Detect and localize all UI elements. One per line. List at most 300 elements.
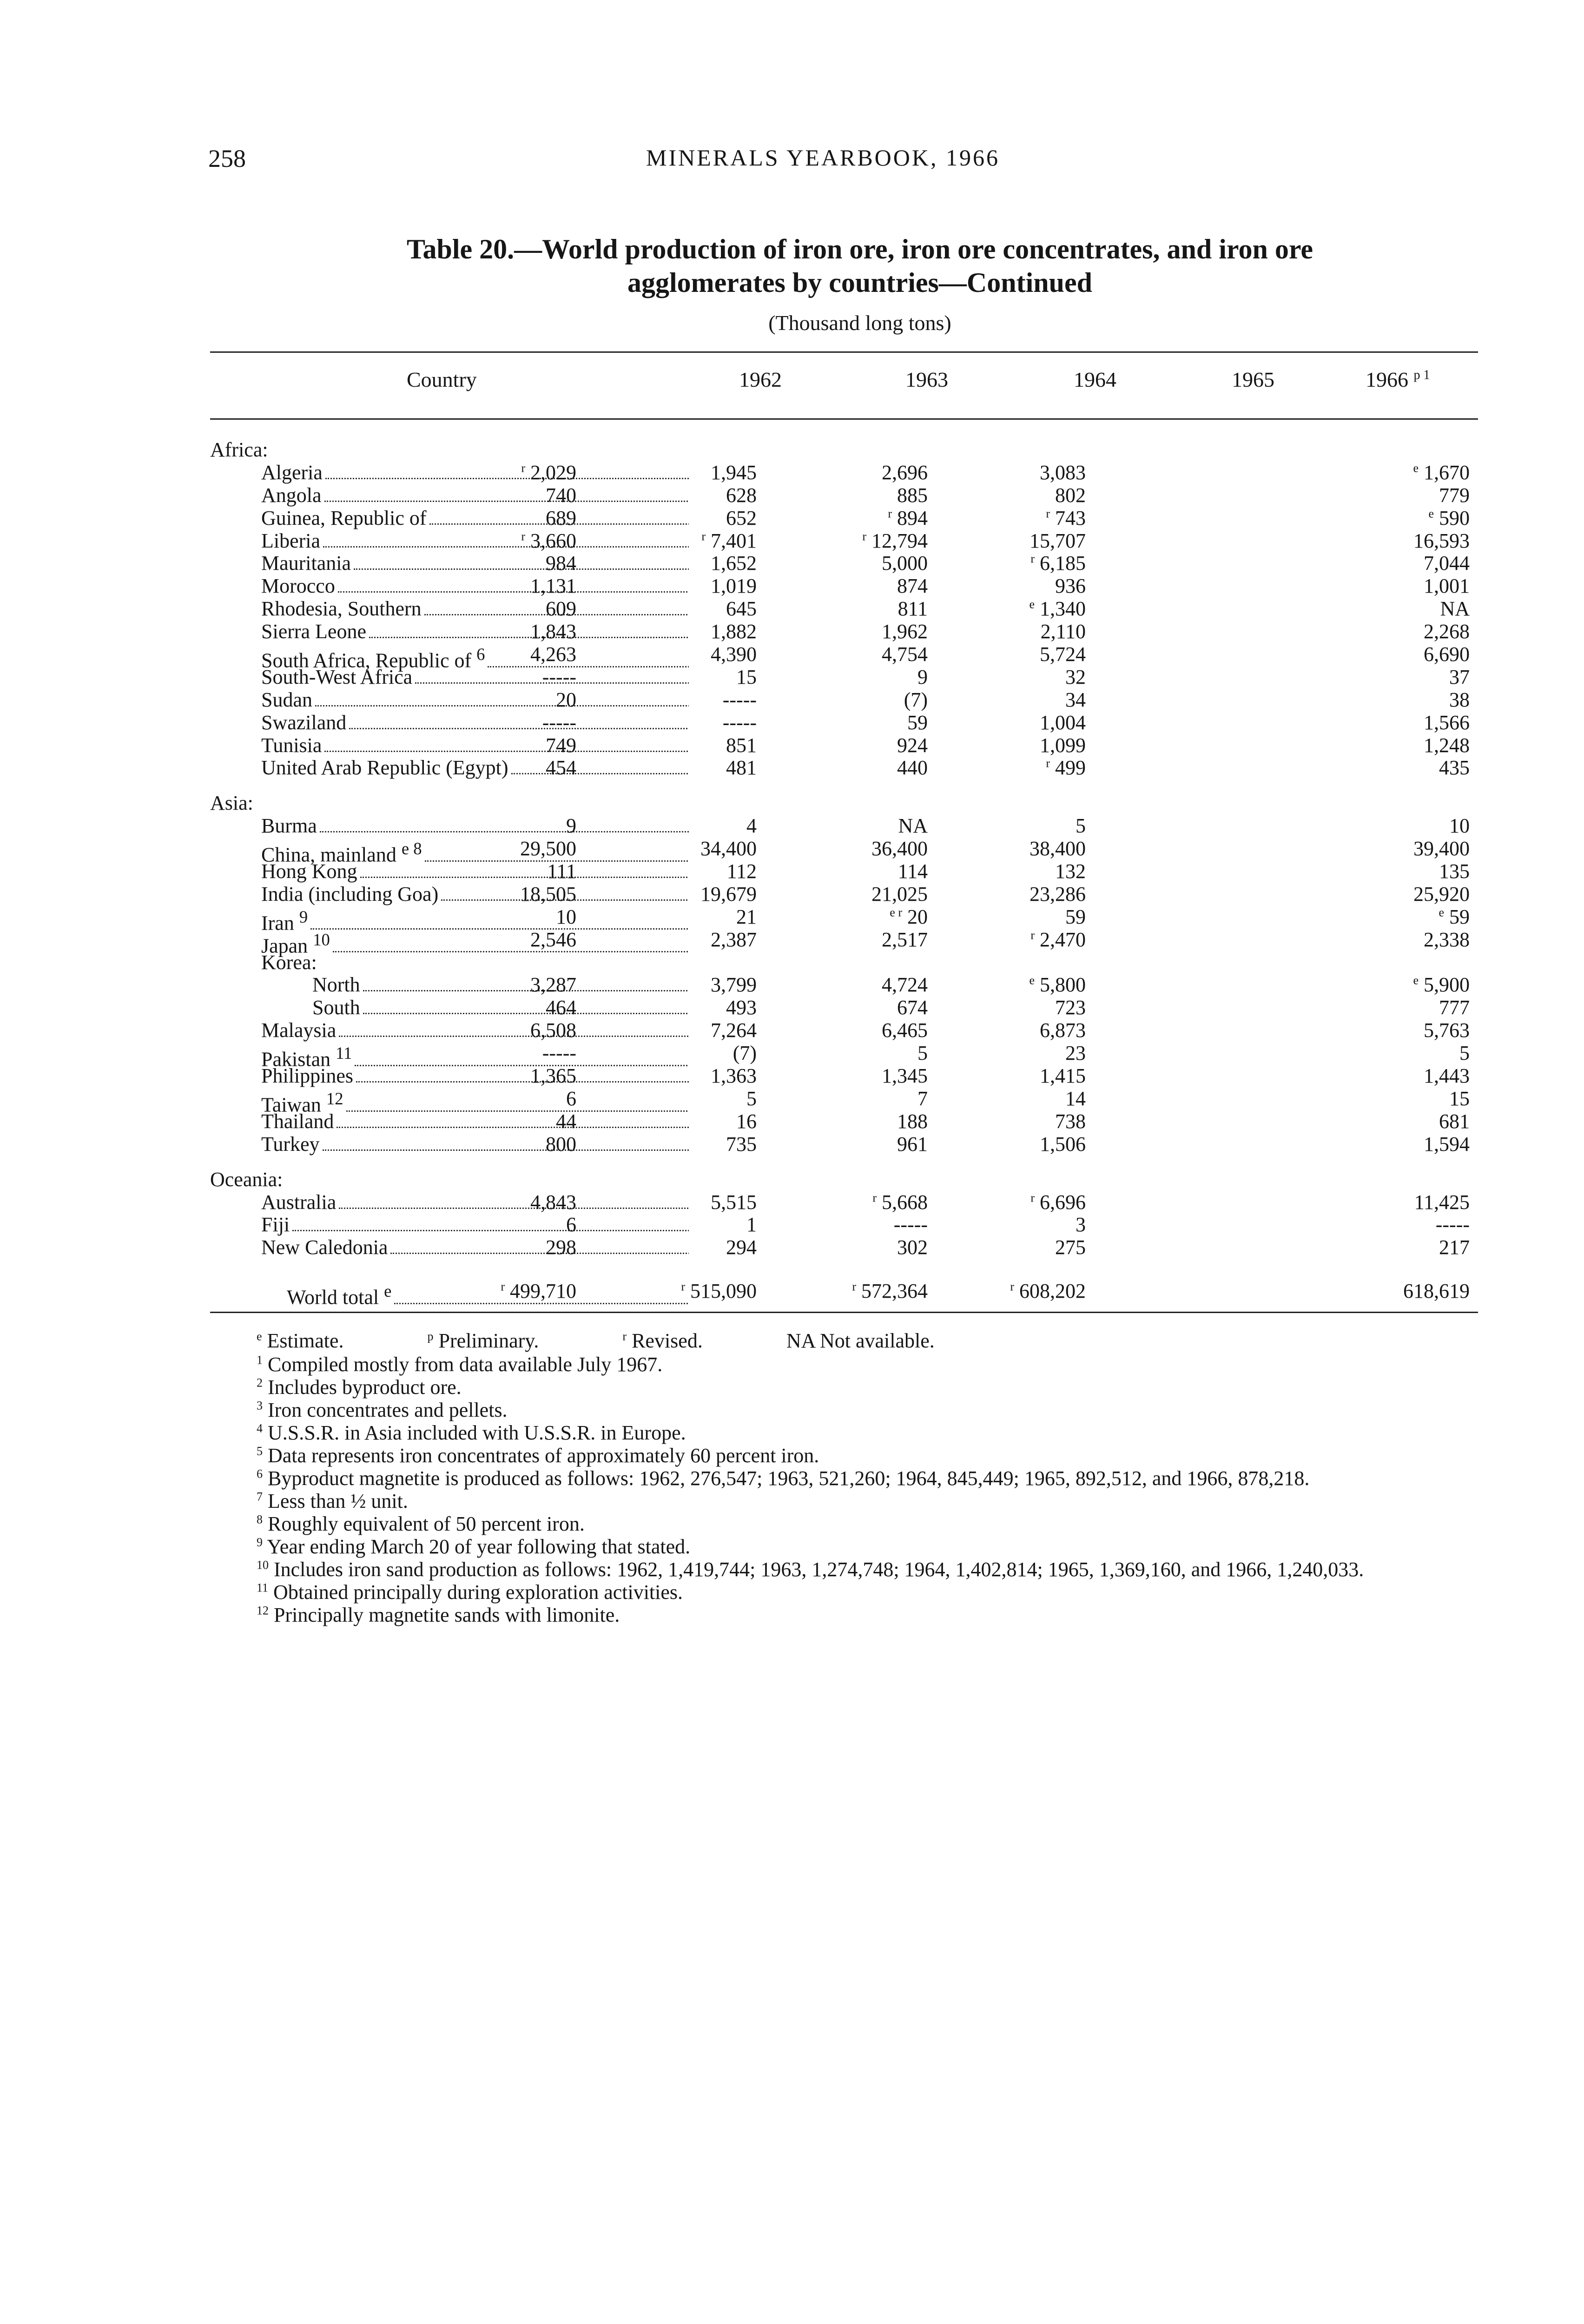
value-text: 59: [1449, 905, 1470, 928]
leader-dots: [324, 746, 689, 752]
value-text: 10: [556, 905, 576, 928]
footnote-legend: [257, 1329, 1478, 1352]
value-1962: [556, 906, 576, 929]
value-1966: [1449, 666, 1470, 689]
column-header-1966: [1366, 367, 1430, 392]
footnote-text: Obtained principally during exploration activities.: [273, 1581, 683, 1604]
value-text: 1,962: [882, 620, 928, 643]
value-text: 2,696: [882, 461, 928, 484]
table-row: [210, 1019, 1478, 1042]
value-1964: [897, 997, 928, 1019]
value-1962: [546, 484, 576, 507]
country-cell: [261, 484, 689, 507]
column-header-1965: 1965: [1232, 368, 1274, 391]
value-1965: [1030, 552, 1086, 575]
country-cell: [261, 1110, 689, 1133]
value-1966: [1424, 929, 1470, 951]
value-flag: e: [1029, 973, 1035, 987]
value-1964: [871, 838, 928, 860]
table-top-rule: [210, 351, 1478, 353]
footnote-number: 11: [257, 1581, 269, 1595]
footnote-number: 3: [257, 1399, 263, 1413]
value-text: 1,001: [1424, 574, 1470, 598]
footnote-number: 10: [257, 1558, 269, 1572]
value-flag: e: [1413, 461, 1419, 475]
country-name: Swaziland: [261, 711, 347, 734]
value-text: 7: [917, 1087, 928, 1110]
value-text: 674: [897, 996, 928, 1019]
value-1963: [746, 1088, 757, 1110]
value-1963: [726, 507, 757, 530]
value-1965: [1065, 1088, 1086, 1110]
table-row: [210, 1236, 1478, 1259]
value-1966: [1424, 643, 1470, 666]
value-text: 3,083: [1040, 461, 1086, 484]
value-1964: [897, 575, 928, 598]
value-text: 2,517: [882, 928, 928, 951]
value-1962: [520, 838, 576, 860]
value-1962: [530, 643, 576, 666]
value-1965: [1010, 1280, 1086, 1303]
value-text: 4,754: [882, 643, 928, 666]
value-1964: [897, 757, 928, 779]
value-text: 21: [736, 905, 757, 928]
value-text: -----: [542, 1042, 576, 1065]
footnote-text: Year ending March 20 of year following that stated.: [267, 1535, 691, 1558]
value-text: 4: [746, 814, 757, 838]
value-flag: r: [1030, 928, 1035, 942]
country-cell: [261, 883, 689, 906]
table-row: [210, 552, 1478, 575]
value-1965: [1040, 734, 1086, 757]
value-flag: r: [521, 529, 525, 543]
leader-dots: [338, 587, 689, 593]
value-text: 5: [746, 1087, 757, 1110]
table-row: [210, 621, 1478, 643]
country-name: Rhodesia, Southern: [261, 598, 422, 621]
value-1965: [1055, 1110, 1086, 1133]
country-cell: [261, 507, 689, 530]
value-1963: [746, 815, 757, 838]
value-1963: [726, 734, 757, 757]
value-1963: [711, 462, 757, 484]
footnote-number: 2: [257, 1376, 263, 1390]
value-text: (7): [733, 1042, 757, 1065]
country-name: United Arab Republic (Egypt): [261, 757, 508, 779]
value-text: 9: [566, 814, 576, 838]
value-1962: [520, 883, 576, 906]
value-1965: [1041, 621, 1086, 643]
footnote: [210, 1490, 1478, 1512]
country-name: Sierra Leone: [261, 621, 366, 643]
column-header-1962: 1962: [739, 368, 782, 391]
value-1964: [882, 552, 928, 575]
value-text: -----: [542, 665, 576, 688]
value-text: 20: [556, 688, 576, 711]
table-row: [210, 928, 1478, 957]
country-name: South: [312, 997, 360, 1019]
country-cell: [261, 598, 689, 621]
country-name: Liberia: [261, 529, 321, 552]
value-1962: [530, 621, 576, 643]
value-1966: [1439, 906, 1470, 929]
footnote: [210, 1581, 1478, 1604]
footnotes: [210, 1329, 1478, 1626]
value-1966: [1439, 1236, 1470, 1259]
value-text: 1,882: [711, 620, 757, 643]
value-1965: [1030, 530, 1086, 553]
value-1963: [733, 1042, 757, 1065]
value-text: 12,794: [871, 529, 928, 552]
value-text: 515,090: [690, 1280, 757, 1303]
value-1962: [542, 1042, 576, 1065]
table-row: [210, 1042, 1478, 1071]
region-row: [210, 1169, 1478, 1191]
column-header-1964: 1964: [1074, 368, 1116, 391]
value-1966: [1413, 838, 1470, 860]
value-text: 454: [546, 756, 576, 779]
country-name: Hong Kong: [261, 860, 357, 883]
header-bottom-rule: [210, 418, 1478, 420]
value-text: 4,724: [882, 973, 928, 997]
table-row: [210, 815, 1478, 838]
leader-dots: [339, 1203, 689, 1209]
production-table: [210, 439, 1478, 1309]
table-row: [210, 462, 1478, 484]
value-flag: r: [1030, 552, 1035, 566]
value-text: (7): [904, 688, 928, 711]
value-text: 493: [726, 996, 757, 1019]
value-text: -----: [722, 688, 757, 711]
value-text: 4,843: [530, 1190, 576, 1214]
leader-dots: [292, 1225, 689, 1231]
value-1963: [726, 1236, 757, 1259]
country-name: Iran: [261, 911, 294, 935]
value-text: NA: [898, 814, 928, 838]
country-cell: [261, 1065, 689, 1088]
value-text: 3: [1076, 1213, 1086, 1236]
value-1966: [1424, 734, 1470, 757]
value-text: 38: [1449, 688, 1470, 711]
table-row: [210, 905, 1478, 935]
value-1965: [1055, 997, 1086, 1019]
value-1964: [897, 484, 928, 507]
value-text: 188: [897, 1109, 928, 1133]
running-title: MINERALS YEARBOOK, 1966: [646, 145, 1000, 171]
value-flag: e r: [890, 905, 902, 919]
value-1962: [546, 1133, 576, 1156]
footnote-text: Iron concentrates and pellets.: [268, 1399, 508, 1421]
value-text: 132: [1055, 860, 1086, 883]
value-text: 5: [1459, 1042, 1470, 1065]
value-text: 894: [897, 506, 928, 529]
value-text: 38,400: [1030, 837, 1086, 860]
value-1965: [1040, 462, 1086, 484]
region-row: [210, 439, 1478, 462]
value-text: -----: [1435, 1213, 1470, 1236]
country-name: Turkey: [261, 1133, 320, 1155]
value-1963: [727, 860, 757, 883]
country-name: China, mainland: [261, 843, 396, 866]
footnote-text: Roughly equivalent of 50 percent iron.: [268, 1512, 585, 1535]
table-row: [210, 530, 1478, 553]
country-cell: [261, 951, 689, 974]
country-cell: [261, 1019, 689, 1042]
value-1966: [1424, 575, 1470, 598]
legend-item: [622, 1329, 744, 1352]
value-text: NA: [1440, 597, 1470, 621]
value-text: 36,400: [871, 837, 928, 860]
value-1965: [1030, 1191, 1086, 1214]
value-1965: [1055, 575, 1086, 598]
value-text: 6,690: [1424, 643, 1470, 666]
value-1966: [1424, 1133, 1470, 1156]
value-text: 5,900: [1424, 973, 1470, 997]
country-name: Angola: [261, 484, 322, 507]
value-1966: [1439, 860, 1470, 883]
value-1965: [1029, 598, 1086, 621]
country-cell: [261, 621, 689, 643]
value-text: 16: [736, 1109, 757, 1133]
value-1964: [852, 1280, 928, 1303]
value-1966: [1424, 1019, 1470, 1042]
value-text: 15,707: [1030, 529, 1086, 552]
country-name: Mauritania: [261, 552, 351, 575]
value-1962: [556, 1110, 576, 1133]
value-1964: [917, 1042, 928, 1065]
leader-dots: [363, 985, 689, 991]
leader-dots: [349, 723, 689, 729]
value-text: 20: [907, 905, 928, 928]
value-1962: [566, 815, 576, 838]
legend-text: Estimate.: [267, 1329, 344, 1352]
value-1965: [1030, 883, 1086, 906]
value-1966: [1414, 1191, 1470, 1214]
value-text: 23,286: [1030, 882, 1086, 905]
value-text: 1,345: [882, 1064, 928, 1088]
value-text: 572,364: [861, 1280, 928, 1303]
value-text: 3,287: [530, 973, 576, 997]
footnote: [210, 1376, 1478, 1399]
value-text: 681: [1439, 1109, 1470, 1133]
value-1962: [542, 666, 576, 689]
value-1962: [501, 1280, 576, 1303]
value-text: 9: [917, 665, 928, 688]
value-text: 1,443: [1424, 1064, 1470, 1088]
country-cell: [261, 860, 689, 883]
value-1963: [711, 974, 757, 997]
value-text: 5,763: [1424, 1019, 1470, 1042]
legend-text: NA Not available.: [786, 1329, 935, 1352]
value-text: 800: [546, 1132, 576, 1155]
leader-dots: [315, 700, 689, 706]
value-1964: [897, 1133, 928, 1156]
footnote-text: U.S.S.R. in Asia included with U.S.S.R. in Europe.: [268, 1421, 686, 1444]
value-text: 44: [556, 1109, 576, 1133]
value-text: 10: [1449, 814, 1470, 838]
value-1963: [711, 1065, 757, 1088]
value-1963: [711, 1019, 757, 1042]
value-1966: [1424, 552, 1470, 575]
footnote-number: 5: [257, 1444, 263, 1458]
value-1963: [723, 689, 757, 712]
value-text: 11,425: [1414, 1190, 1470, 1214]
value-1965: [1076, 815, 1086, 838]
leader-dots: [325, 473, 689, 479]
leader-dots: [337, 1122, 689, 1128]
value-flag: r: [862, 529, 866, 543]
footnote-text: Includes iron sand production as follows: 1962, 1,419,744; 1963, 1,274,748; 1964, 1,402,814; 1965, 1,369,160, and 1966, 1,240,033.: [274, 1558, 1364, 1581]
value-1964: [882, 1065, 928, 1088]
country-cell: [261, 1133, 689, 1156]
country-name: Thailand: [261, 1110, 334, 1133]
value-text: 464: [546, 996, 576, 1019]
legend-text: Preliminary.: [438, 1329, 539, 1352]
country-name: Australia: [261, 1191, 337, 1214]
value-1964: [898, 815, 928, 838]
table-row: [210, 951, 1478, 974]
leader-dots: [511, 768, 689, 774]
table-row: [210, 598, 1478, 621]
leader-dots: [339, 1031, 689, 1037]
footnote: [210, 1444, 1478, 1467]
value-1964: [904, 689, 928, 712]
value-1962: [546, 1236, 576, 1259]
value-1962: [546, 552, 576, 575]
value-1962: [547, 860, 576, 883]
value-1966: [1449, 689, 1470, 712]
footnote-text: Principally magnetite sands with limonite.: [274, 1604, 620, 1626]
value-text: 5,515: [711, 1190, 757, 1214]
value-1963: [701, 530, 757, 553]
value-1964: [888, 507, 928, 530]
value-1964: [862, 530, 928, 553]
value-text: 2,470: [1040, 928, 1086, 951]
value-text: 740: [546, 483, 576, 507]
value-1963: [723, 712, 757, 734]
country-cell: [261, 575, 689, 598]
value-1966: [1439, 997, 1470, 1019]
value-text: 1,340: [1040, 597, 1086, 621]
value-text: 135: [1439, 860, 1470, 883]
value-text: 298: [546, 1236, 576, 1259]
value-text: 885: [897, 483, 928, 507]
footnote-text: Less than ½ unit.: [268, 1490, 408, 1512]
value-text: -----: [722, 711, 757, 734]
value-1966: [1436, 1214, 1470, 1236]
value-1965: [1055, 484, 1086, 507]
country-name: North: [312, 974, 360, 997]
leader-dots: [323, 1145, 689, 1151]
value-1962: [530, 1019, 576, 1042]
value-1966: [1424, 1065, 1470, 1088]
value-1962: [530, 1065, 576, 1088]
value-1966: [1413, 974, 1470, 997]
country-note: 10: [313, 930, 330, 949]
value-text: 4,390: [711, 643, 757, 666]
value-1964: [882, 621, 928, 643]
value-flag: r: [521, 461, 525, 475]
country-name: Morocco: [261, 575, 335, 598]
value-text: 1,415: [1040, 1064, 1086, 1088]
leader-dots: [320, 826, 689, 832]
value-1965: [1046, 507, 1086, 530]
value-1964: [898, 860, 928, 883]
value-text: 15: [736, 665, 757, 688]
value-text: 743: [1055, 506, 1086, 529]
value-1965: [1055, 1236, 1086, 1259]
value-text: 777: [1439, 996, 1470, 1019]
value-text: 779: [1439, 483, 1470, 507]
value-text: 924: [897, 733, 928, 757]
value-1966: [1440, 598, 1470, 621]
value-1966: [1403, 1280, 1470, 1303]
table-row: [210, 837, 1478, 866]
leader-dots: [363, 1008, 689, 1014]
country-note: e: [384, 1281, 392, 1301]
value-text: 1,843: [530, 620, 576, 643]
value-flag: r: [501, 1280, 505, 1294]
country-note: 6: [476, 645, 485, 664]
legend-symbol: p: [427, 1329, 434, 1343]
value-1962: [530, 1191, 576, 1214]
value-1962: [546, 598, 576, 621]
value-text: 440: [897, 756, 928, 779]
table-row: [210, 666, 1478, 689]
value-text: 1,248: [1424, 733, 1470, 757]
value-text: 2,546: [530, 928, 576, 951]
value-1962: [546, 734, 576, 757]
table-bottom-rule: [210, 1312, 1478, 1313]
value-1966: [1449, 1088, 1470, 1110]
table-row: [210, 757, 1478, 779]
value-1964: [898, 598, 928, 621]
value-text: 689: [546, 506, 576, 529]
value-text: 435: [1439, 756, 1470, 779]
country-name: Sudan: [261, 688, 312, 711]
value-text: -----: [893, 1213, 928, 1236]
table-title-block: [325, 232, 1394, 335]
footnote-number: 8: [257, 1512, 263, 1526]
value-1965: [1040, 712, 1086, 734]
value-1965: [1065, 666, 1086, 689]
value-text: 749: [546, 733, 576, 757]
country-cell: [261, 734, 689, 757]
value-1963: [681, 1280, 757, 1303]
table-row: [210, 484, 1478, 507]
value-text: 1,945: [711, 461, 757, 484]
value-text: 936: [1055, 574, 1086, 598]
country-name: World total: [287, 1286, 379, 1309]
footnote-number: 4: [257, 1421, 263, 1435]
footnote-text: Data represents iron concentrates of approximately 60 percent iron.: [268, 1444, 819, 1467]
leader-dots: [323, 541, 689, 548]
legend-text: Revised.: [632, 1329, 703, 1352]
footnote: [210, 1512, 1478, 1535]
value-1963: [700, 838, 757, 860]
value-text: 59: [1065, 905, 1086, 928]
value-text: 4,263: [530, 643, 576, 666]
country-name: Algeria: [261, 461, 323, 484]
country-name: Korea:: [261, 951, 317, 974]
legend-item: [428, 1329, 581, 1352]
country-cell: [261, 552, 689, 575]
value-1965: [1030, 838, 1086, 860]
table-row: [210, 643, 1478, 672]
country-cell: [261, 530, 689, 553]
value-1965: [1040, 1065, 1086, 1088]
country-name: Philippines: [261, 1065, 354, 1088]
